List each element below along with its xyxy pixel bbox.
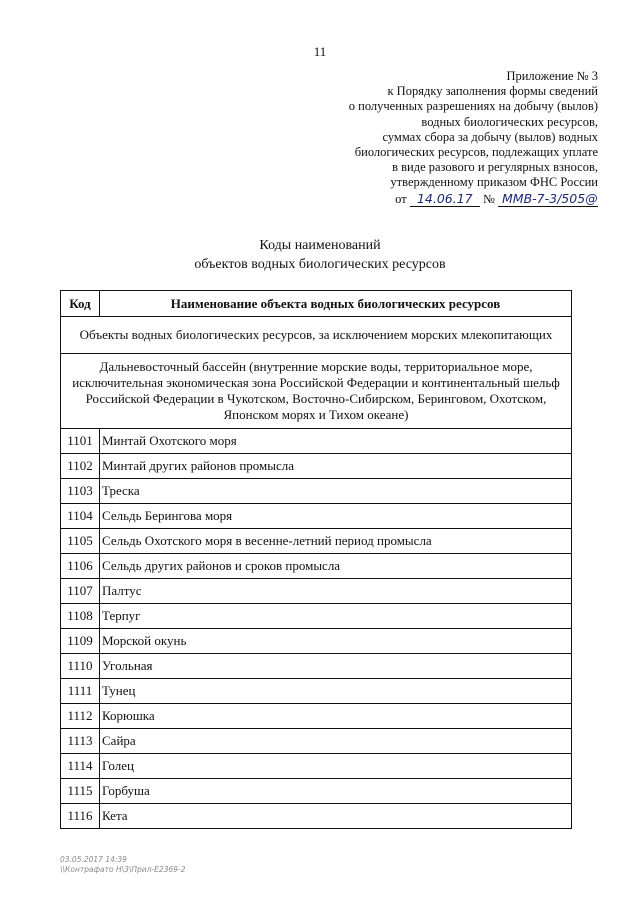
table-row	[61, 429, 572, 454]
row-code: 1113	[61, 729, 100, 754]
table-row	[61, 529, 572, 554]
table-row	[61, 754, 572, 779]
table-row	[61, 629, 572, 654]
row-name: Треска	[100, 479, 572, 504]
table-row	[61, 654, 572, 679]
row-name: Сельдь Охотского моря в весенне-летний период промысла	[100, 529, 572, 554]
row-name: Тунец	[100, 679, 572, 704]
header-code: Код	[61, 291, 100, 317]
row-code: 1104	[61, 504, 100, 529]
table-row	[61, 504, 572, 529]
page-number: 11	[313, 44, 327, 59]
appendix-line: утвержденному приказом ФНС России	[390, 175, 598, 190]
appendix-line: к Порядку заполнения формы сведений	[387, 84, 598, 99]
codes-table	[60, 290, 572, 829]
appendix-line: о полученных разрешениях на добычу (вылов)	[348, 99, 598, 114]
row-code: 1111	[61, 679, 100, 704]
table-header-row	[61, 291, 572, 317]
row-name: Сельдь Берингова моря	[100, 504, 572, 529]
row-code: 1107	[61, 579, 100, 604]
number-label: №	[482, 191, 495, 206]
row-name: Голец	[100, 754, 572, 779]
row-name: Корюшка	[100, 704, 572, 729]
appendix-header	[238, 69, 598, 207]
row-name: Минтай Охотского моря	[100, 429, 572, 454]
row-code: 1115	[61, 779, 100, 804]
row-code: 1112	[61, 704, 100, 729]
row-name: Сайра	[100, 729, 572, 754]
table-row	[61, 454, 572, 479]
from-label: от	[395, 191, 407, 206]
row-code: 1110	[61, 654, 100, 679]
row-code: 1101	[61, 429, 100, 454]
row-name: Палтус	[100, 579, 572, 604]
appendix-line: Приложение № 3	[506, 69, 598, 83]
table-row	[61, 729, 572, 754]
section-title: Дальневосточный бассейн (внутренние морские воды, территориальное море, исключительная экономическая зона Российской Федерации и континентальный шельф Российской Федерации в Чукотском, Восточно-Сибирском, Беринговом, Охотском, Японском морях и Тихом океане)	[61, 354, 572, 429]
title-line-2: объектов водных биологических ресурсов	[194, 257, 446, 272]
appendix-line: в виде разового и регулярных взносов,	[392, 160, 598, 175]
row-code: 1109	[61, 629, 100, 654]
row-name: Минтай других районов промысла	[100, 454, 572, 479]
row-code: 1102	[61, 454, 100, 479]
section-row-objects	[61, 317, 572, 354]
row-name: Кета	[100, 804, 572, 829]
appendix-line: биологических ресурсов, подлежащих уплате	[354, 145, 598, 160]
footer-path: \\Контрафато Н\3\Прил-Е2369-2	[60, 865, 186, 874]
table-row	[61, 704, 572, 729]
table-row	[61, 554, 572, 579]
row-code: 1114	[61, 754, 100, 779]
row-code: 1103	[61, 479, 100, 504]
title-line-1: Коды наименований	[259, 238, 381, 253]
table-row	[61, 579, 572, 604]
table-row	[61, 779, 572, 804]
order-number-handwritten: ММВ-7-3/505@	[498, 191, 598, 207]
appendix-line: водных биологических ресурсов,	[421, 114, 598, 129]
row-code: 1106	[61, 554, 100, 579]
document-title	[0, 236, 640, 274]
section-title: Объекты водных биологических ресурсов, за исключением морских млекопитающих	[61, 317, 572, 354]
table-row	[61, 479, 572, 504]
row-code: 1105	[61, 529, 100, 554]
section-row-basin	[61, 354, 572, 429]
row-name: Горбуша	[100, 779, 572, 804]
footer-timestamp: 03.05.2017 14:39	[60, 855, 127, 864]
table-row	[61, 679, 572, 704]
order-date-handwritten: 14.06.17	[410, 191, 480, 207]
table-row	[61, 604, 572, 629]
row-name: Терпуг	[100, 604, 572, 629]
row-code: 1108	[61, 604, 100, 629]
row-code: 1116	[61, 804, 100, 829]
row-name: Сельдь других районов и сроков промысла	[100, 554, 572, 579]
appendix-line: суммах сбора за добычу (вылов) водных	[382, 129, 598, 144]
table-row	[61, 804, 572, 829]
row-name: Морской окунь	[100, 629, 572, 654]
file-footer	[60, 855, 186, 875]
row-name: Угольная	[100, 654, 572, 679]
order-reference	[238, 191, 598, 207]
header-name: Наименование объекта водных биологических ресурсов	[100, 291, 572, 317]
